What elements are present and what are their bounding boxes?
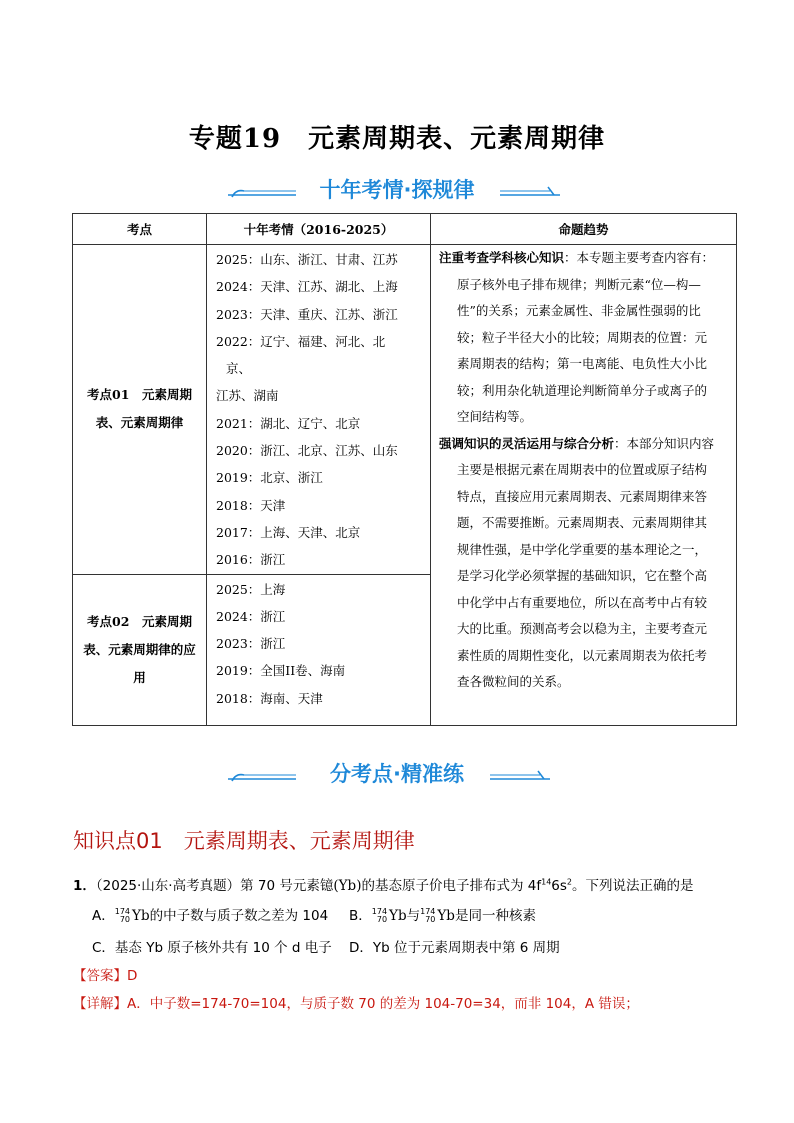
- topic-02: 考点02 元素周期表、元素周期律的应用: [73, 574, 207, 725]
- answer-value: D: [127, 968, 138, 984]
- table-header-row: [73, 214, 737, 245]
- explanation-text: A．中子数=174-70=104，与质子数 70 的差为 104-70=34，而非 104，A 错误；: [127, 996, 639, 1012]
- trend-line: 较；利用杂化轨道理论判断简单分子或离子的: [457, 382, 708, 398]
- trend-line: 是学习化学必须掌握的基础知识，它在整个高: [457, 568, 708, 583]
- superscript: 2: [566, 877, 573, 887]
- stem-text: (Yb): [333, 878, 362, 894]
- stem-text: 第 70 号元素镱: [240, 878, 334, 894]
- trend-line: 大的比重。预测高考会以稳为主，主要考查元: [457, 621, 708, 636]
- trend-line: 素周期表的结构；第一电离能、电负性大小比: [457, 356, 708, 371]
- header-trend: 命题趋势: [431, 214, 737, 245]
- year-line: 2025：上海: [216, 581, 286, 597]
- year-line: 2018：海南、天津: [216, 690, 323, 706]
- year-line: 2018：天津: [216, 497, 286, 513]
- trend-line: 中化学中占有重要地位，所以在高考中占有较: [457, 594, 708, 610]
- option-text: 与: [406, 908, 421, 924]
- trend-heading-1: 注重考查学科核心知识: [439, 250, 565, 265]
- exam-trend-table: [72, 213, 737, 726]
- year-line: 2019：北京、浙江: [216, 470, 323, 486]
- element-symbol: Yb: [389, 908, 407, 924]
- answer-tag: 【答案】: [73, 968, 127, 984]
- section-banner-practice: [0, 759, 794, 789]
- topic-01: 考点01 元素周期表、元素周期律: [73, 245, 207, 575]
- trend-text: ：本专题主要考查内容有：: [564, 250, 715, 265]
- trend-line: 题，不需要推断。元素周期表、元素周期律其: [457, 515, 708, 530]
- header-years: 十年考情（2016-2025）: [207, 214, 431, 245]
- year-line: 2024：浙江: [216, 608, 286, 624]
- trend-line: 主要是根据元素在周期表中的位置或原子结构: [457, 462, 708, 477]
- stem-text: 6s: [551, 878, 567, 894]
- option-label: A．: [92, 908, 115, 924]
- answer-line: [73, 964, 137, 984]
- trend-line: 特点，直接应用元素周期表、元素周期律来答: [457, 488, 708, 504]
- question-number: 1．: [73, 878, 96, 894]
- option-d: D．Yb 位于元素周期表中第 6 周期: [349, 940, 560, 956]
- year-line: 2016：浙江: [216, 552, 286, 568]
- isotope-notation: 174 70: [371, 907, 388, 924]
- year-line: 2017：上海、天津、北京: [216, 524, 361, 540]
- stem-text: 。下列说法正确的是: [572, 878, 694, 894]
- year-line: 京、: [226, 361, 252, 377]
- option-c: C．基态 Yb 原子核外共有 10 个 d 电子: [92, 940, 332, 956]
- trend-line: 原子核外电子排布规律；判断元素“位—构—: [457, 276, 701, 292]
- page-title: 专题19 元素周期表、元素周期律: [188, 124, 606, 154]
- year-line: 2023：天津、重庆、江苏、浙江: [216, 306, 398, 322]
- question-stem: [73, 874, 694, 894]
- knowledge-point-heading: 知识点01 元素周期表、元素周期律: [73, 829, 415, 853]
- trend-line: 查各微粒间的关系。: [457, 674, 570, 689]
- option-text: 的中子数与质子数之差为 104: [149, 908, 329, 924]
- stem-text: 的基态原子价电子排布式为 4f: [361, 878, 542, 894]
- option-b: [349, 904, 536, 924]
- table-row: [73, 245, 737, 575]
- explanation-line: [73, 992, 639, 1012]
- year-line: 2021：湖北、辽宁、北京: [216, 415, 361, 431]
- year-line: 2020：浙江、北京、江苏、山东: [216, 443, 398, 459]
- explanation-tag: 【详解】: [73, 996, 127, 1012]
- trend-heading-2: 强调知识的灵活运用与综合分析: [439, 435, 615, 451]
- option-a: [92, 904, 328, 924]
- years-01: [207, 245, 431, 575]
- year-line: 2024：天津、江苏、湖北、上海: [216, 279, 398, 295]
- superscript: 14: [541, 877, 552, 887]
- trend-line: 空间结构等。: [457, 409, 533, 424]
- isotope-notation: 174 70: [420, 907, 436, 924]
- year-line: 江苏、湖南: [216, 388, 279, 404]
- header-topic: 考点: [73, 214, 207, 245]
- trend-cell: [431, 245, 737, 726]
- trend-line: 规律性强，是中学化学重要的基本理论之一，: [457, 541, 708, 557]
- banner-title: 十年考情·探规律: [319, 178, 475, 202]
- isotope-notation: 174 70: [114, 907, 131, 924]
- trend-line: 较；粒子半径大小的比较；周期表的位置：元: [457, 329, 708, 345]
- banner-title: 分考点·精准练: [330, 762, 464, 786]
- years-02: [207, 574, 431, 725]
- trend-line: 素性质的周期性变化，以元素周期表为依托考: [457, 647, 708, 663]
- year-line: 2025：山东、浙江、甘肃、江苏: [216, 252, 398, 267]
- option-text: 是同一种核素: [454, 908, 536, 924]
- element-symbol: Yb: [437, 908, 455, 924]
- question-source: （2025·山东·高考真题）: [95, 878, 241, 894]
- year-line: 2019：全国II卷、海南: [216, 663, 346, 679]
- trend-line: 性”的关系；元素金属性、非金属性强弱的比: [457, 303, 701, 318]
- element-symbol: Yb: [132, 908, 150, 924]
- year-line: 2022：辽宁、福建、河北、北: [216, 333, 386, 349]
- year-line: 2023：浙江: [216, 636, 286, 652]
- section-banner-trends: [0, 175, 794, 205]
- trend-text: ：本部分知识内容: [614, 435, 715, 451]
- option-label: B．: [349, 908, 372, 924]
